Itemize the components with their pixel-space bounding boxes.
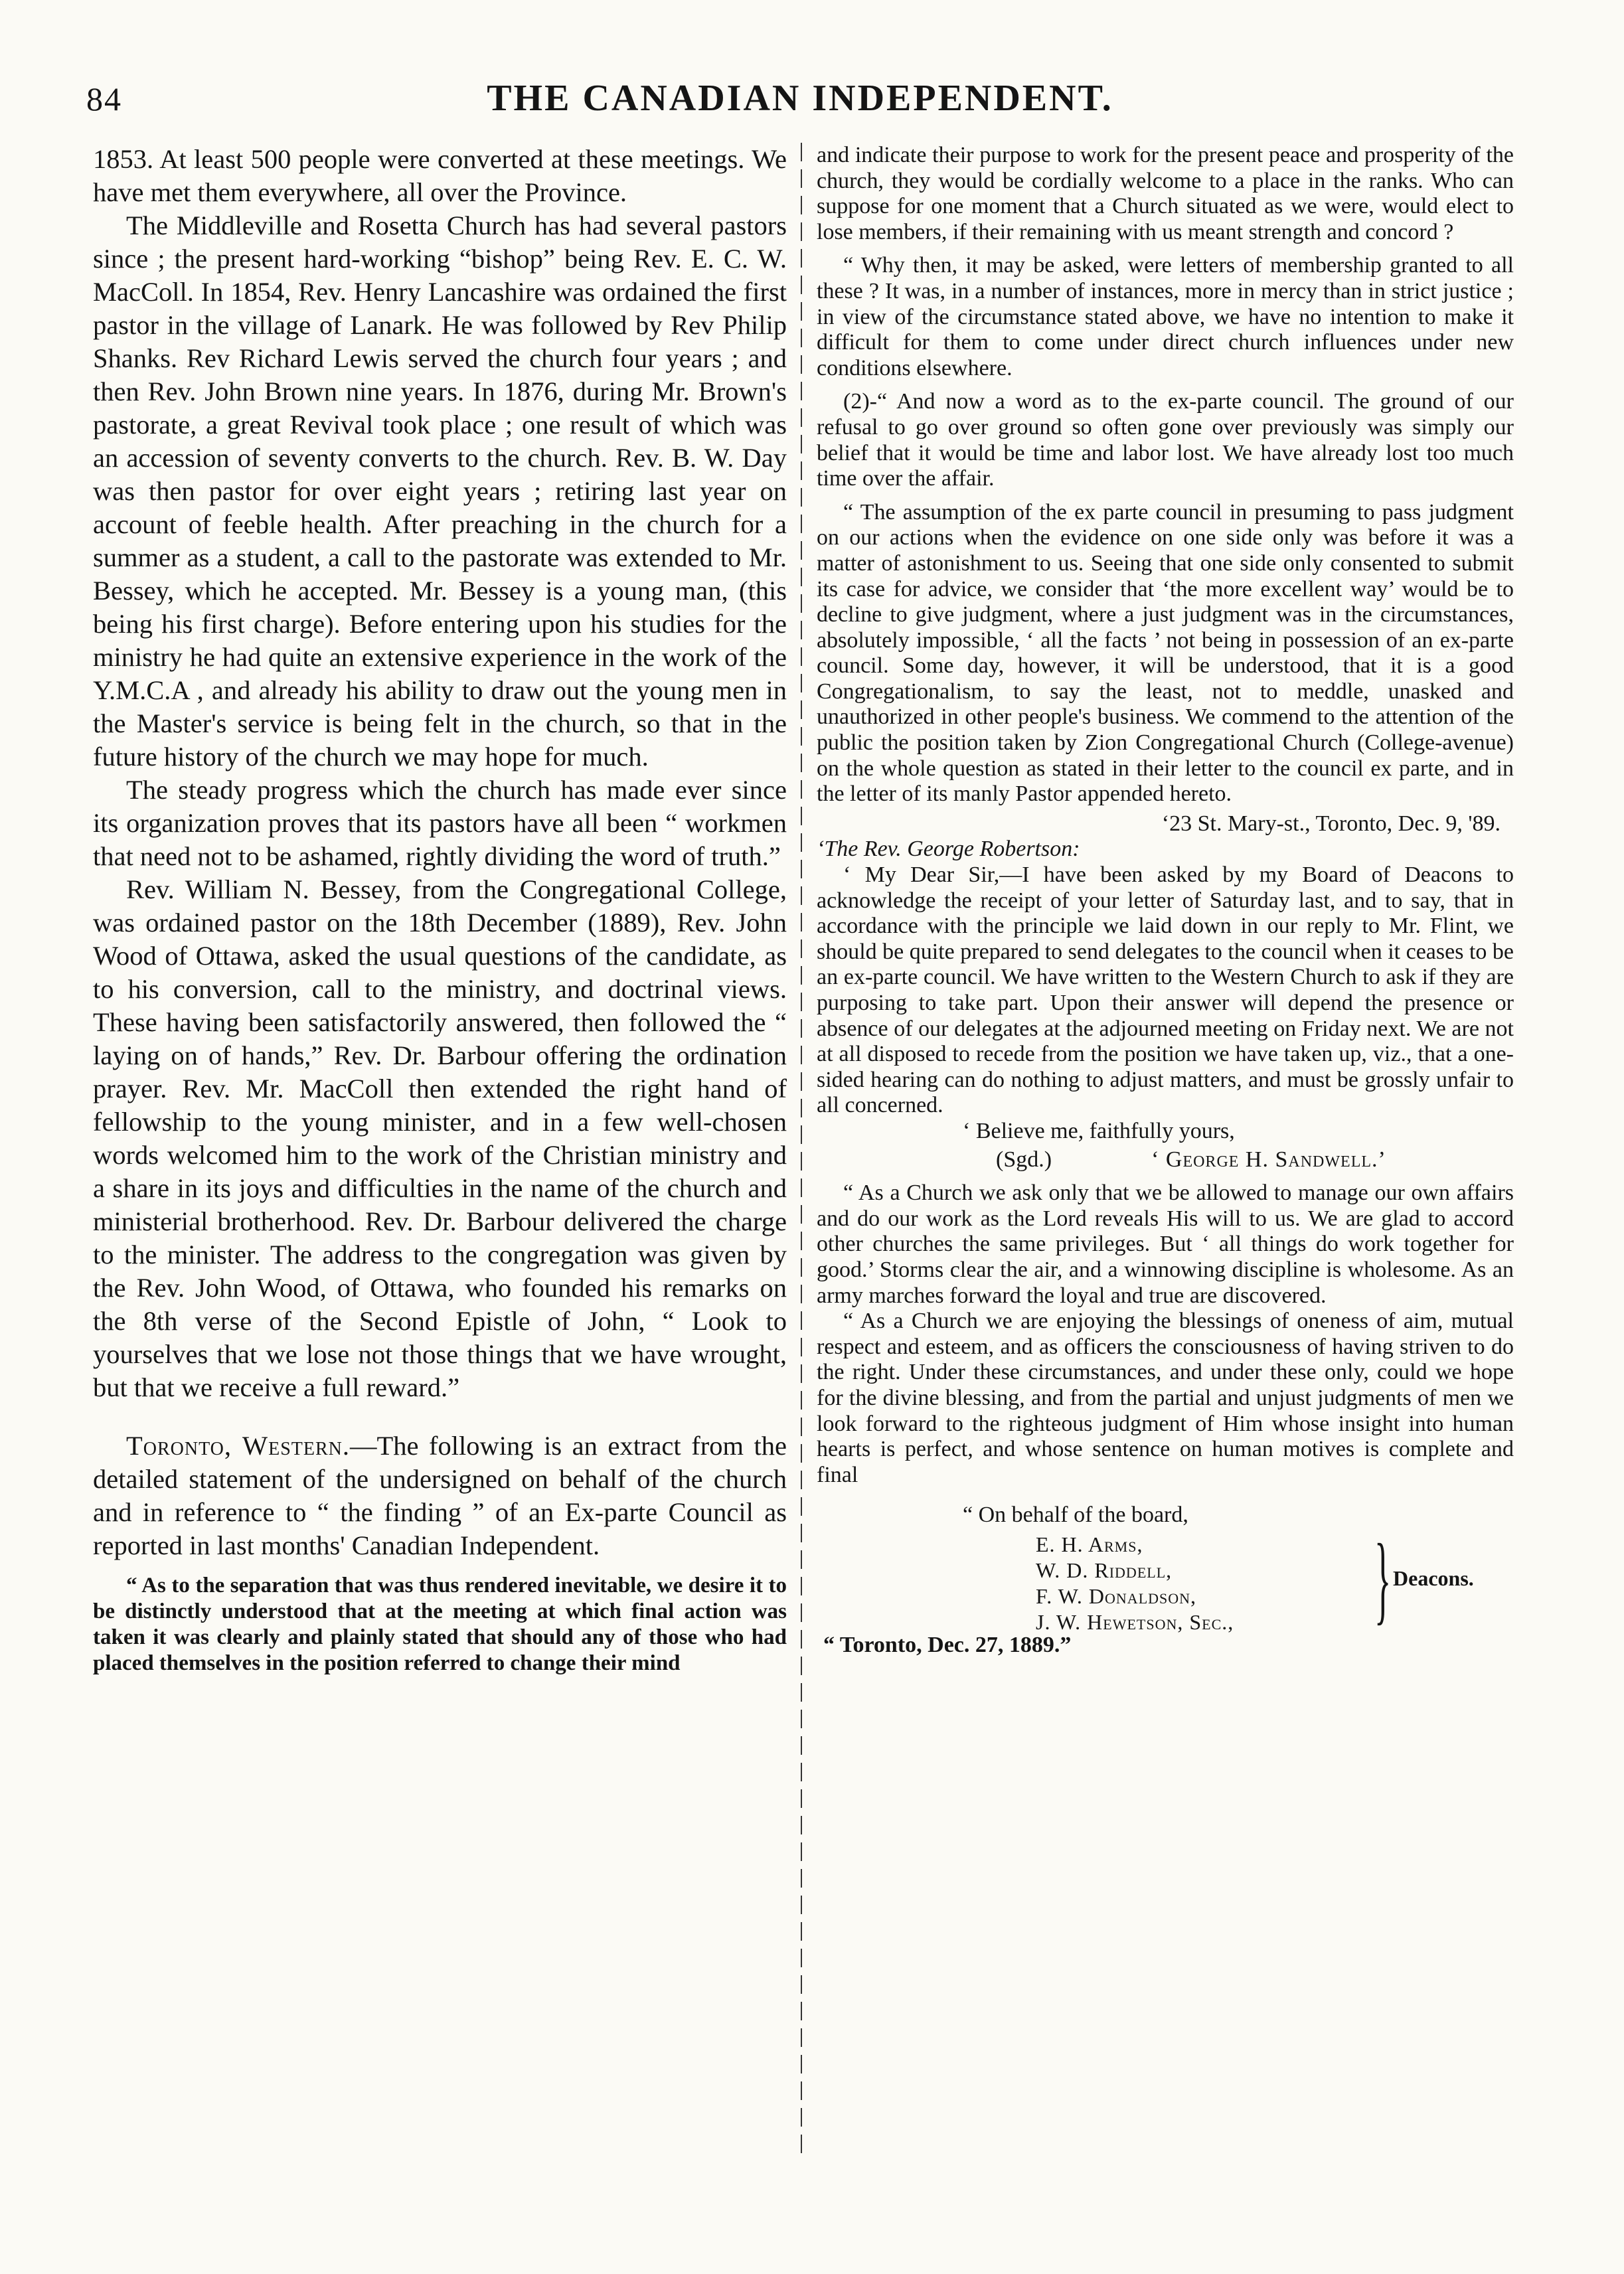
- paragraph: “ As a Church we are enjoying the blessings of oneness of aim, mutual respect and esteem, and as officers the consciousness of having striven to do the right. Under these circumstances, and under these only, could we hope for the divine blessing, and from the partial and unjust judgments of men we look forward to the righteous judgment of Him whose insight into human hearts is perfect, and whose sentence on human motives is complete and final: [817, 1309, 1514, 1487]
- paragraph: (2)-“ And now a word as to the ex-parte council. The ground of our refusal to go over ground so often gone over previously was simply our belief that it would be time and labor lost. We have already lost too much time over the affair.: [817, 389, 1514, 491]
- signature-intro: “ On behalf of the board,: [963, 1502, 1188, 1528]
- section-text: —The following is an extract from the detailed statement of the undersigned on behalf of the church and in reference to “ the finding ” of an Ex-parte Council as reported in last months' Canadian Independent.: [93, 1431, 787, 1560]
- letter-close: ‘ Believe me, faithfully yours,: [963, 1118, 1235, 1143]
- letter-sgd: (Sgd.): [996, 1147, 1052, 1172]
- signatory: E. H. Arms,: [1036, 1532, 1143, 1557]
- paragraph: “ As a Church we ask only that we be allowed to manage our own affairs and do our work as the Lord reveals His will to us. We are glad to accord other churches the same privileges. But ‘ all things do work together for good.’ Storms clear the air, and a winnowing discipline is wholesome. As an army marches forward the loyal and true are discovered.: [817, 1180, 1514, 1308]
- letter-address: ‘23 St. Mary-st., Toronto, Dec. 9, '89.: [1161, 811, 1501, 836]
- quoted-paragraph: “ As to the separation that was thus rendered inevitable, we desire it to be distinctly understood that at the meeting at which final action was taken it was clearly and plainly stated that should any of those who had placed themselves in the position referred to change their mind: [93, 1574, 787, 1675]
- paragraph: The Middleville and Rosetta Church has had several pastors since ; the present hard-working “bishop” being Rev. E. C. W. MacColl. In 1854, Rev. Henry Lancashire was ordained the first pastor in the village of Lanark. He was followed by Rev Philip Shanks. Rev Richard Lewis served the church four years ; and then Rev. John Brown nine years. In 1876, during Mr. Brown's pastorate, a great Revival took place ; one result of which was an accession of seventy converts to the church. Rev. B. W. Day was then pastor for over eight years ; retiring last year on account of feeble health. After preaching in the church for a summer as a student, a call to the pastorate was extended to Mr. Bessey, which he accepted. Mr. Bessey is a young man, (this being his first charge). Before entering upon his studies for the ministry he had quite an extensive experience in the work of the Y.M.C.A , and already his ability to draw out the young men in the Master's service is being felt in the church, so that in the future history of the church we may hope for much.: [93, 210, 787, 772]
- signatory-role: Deacons.: [1393, 1566, 1474, 1591]
- letter-signatory: ‘ George H. Sandwell.’: [1151, 1147, 1386, 1172]
- right-column: [817, 143, 1514, 1668]
- paragraph: and indicate their purpose to work for the present peace and prosperity of the church, they would be cordially welcome to a place in the ranks. Who can suppose for one moment that a Church situated as we were, would elect to lose members, if their remaining with us meant strength and concord ?: [817, 143, 1514, 244]
- signatory-list: [1036, 1532, 1234, 1635]
- letter-salutation: ‘The Rev. George Robertson:: [817, 837, 1080, 862]
- paragraph: Rev. William N. Bessey, from the Congregational College, was ordained pastor on the 18th December (1889), Rev. John Wood of Ottawa, asked the usual questions of the candidate, as to his conversion, call to the ministry, and doctrinal views. These having been satisfactorily answered, then followed the “ laying on of hands,” Rev. Dr. Barbour offering the ordination prayer. Rev. Mr. MacColl then extended the right hand of fellowship to the young minister, and in a few well-chosen words welcomed him to the work of the Christian ministry and a share in its joys and difficulties in the name of the church and ministerial brotherhood. Rev. Dr. Barbour delivered the charge to the minister. The address to the congregation was given by the Rev. John Wood, of Ottawa, who founded his remarks on the 8th verse of the Second Epistle of John, “ Look to yourselves that we lose not those things that we have wrought, but that we receive a full reward.”: [93, 874, 787, 1402]
- signature-date: “ Toronto, Dec. 27, 1889.”: [823, 1633, 1072, 1658]
- signature-block: [817, 1502, 1514, 1668]
- signatory: F. W. Donaldson,: [1036, 1584, 1197, 1609]
- letter-body: ‘ My Dear Sir,—I have been asked by my Board of Deacons to acknowledge the receipt of your letter of Saturday last, and to say, that in accordance with the principle we laid down in our reply to Mr. Flint, we should be quite prepared to send delegates to the council when it ceases to be an ex-parte council. We have written to the Western Church to ask if they are purposing to take part. Upon their answer will depend the presence or absence of our delegates at the adjourned meeting on Friday next. We are not at all disposed to recede from the position we have taken up, viz., that a one-sided hearing can do nothing to adjust matters, and must be grossly unfair to all concerned.: [817, 862, 1514, 1118]
- signatory: J. W. Hewetson, Sec.,: [1036, 1610, 1234, 1635]
- section-paragraph: [93, 1429, 787, 1562]
- section-heading: Toronto, Western.: [126, 1431, 350, 1461]
- paragraph: “ Why then, it may be asked, were letters of membership granted to all these ? It was, in a number of instances, more in mercy than in strict justice ; in view of the circumstance stated above, we have no intention to make it difficult for them to come under direct church influences under new conditions elsewhere.: [817, 253, 1514, 380]
- signatory: W. D. Riddell,: [1036, 1558, 1173, 1583]
- page-header: [86, 80, 1514, 126]
- brace-glyph: }: [1374, 1524, 1392, 1635]
- column-divider: [801, 143, 802, 2161]
- journal-title: THE CANADIAN INDEPENDENT.: [487, 78, 1113, 119]
- page-number: 84: [86, 80, 122, 118]
- paragraph: The steady progress which the church has made ever since its organization proves that its pastors have all been “ workmen that need not to be ashamed, rightly dividing the word of truth.”: [93, 775, 787, 871]
- paragraph: 1853. At least 500 people were converted at these meetings. We have met them everywhere, all over the Province.: [93, 144, 787, 207]
- left-column: [93, 143, 787, 1676]
- letter-signature-line: [817, 1147, 1514, 1173]
- paragraph: “ The assumption of the ex parte council in presuming to pass judgment on our actions when the evidence on one side only was before it was a matter of astonishment to us. Seeing that one side only consented to submit its case for advice, we consider that ‘the more excellent way’ would be to decline to give judgment, where a just judgment was in the circumstances, absolutely impossible, ‘ all the facts ’ not being in possession of an ex-parte council. Some day, however, it will be understood, that it is a good Congregationalism, to say the least, not to meddle, unasked and unauthorized in other people's business. We commend to the attention of the public the position taken by Zion Congregational Church (College-avenue) on the whole question as stated in their letter to the council ex parte, and in the letter of its manly Pastor appended hereto.: [817, 499, 1514, 807]
